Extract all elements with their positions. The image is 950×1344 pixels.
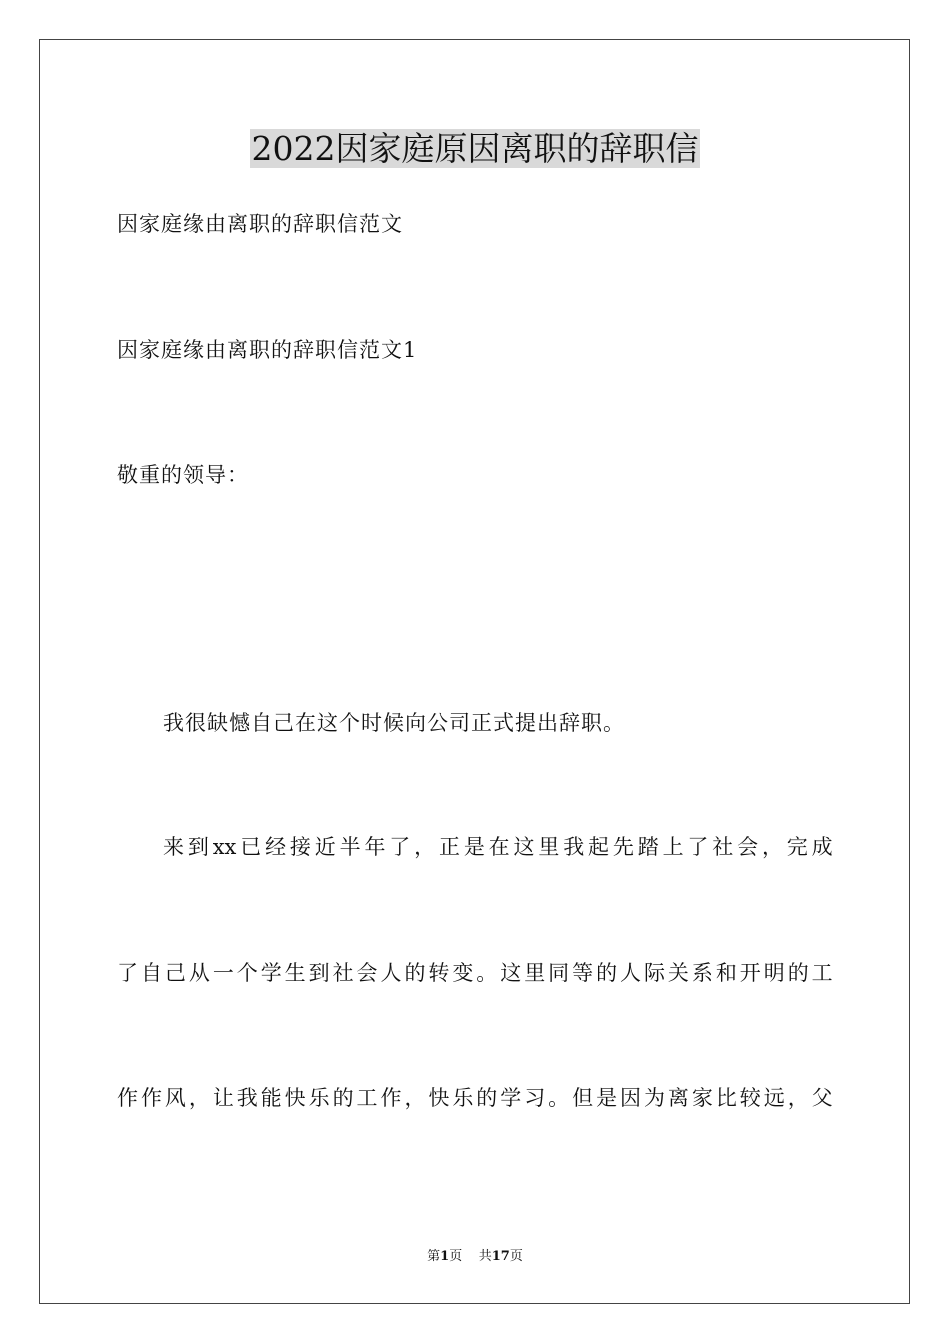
glyph: 里 [538, 835, 560, 859]
glyph: 系 [691, 961, 713, 985]
footer-total-suffix: 页 [509, 1249, 523, 1264]
glyph: 从 [188, 961, 210, 985]
glyph: 让 [212, 1086, 234, 1110]
glyph: 同 [548, 961, 570, 985]
glyph: 学 [500, 1086, 522, 1110]
glyph: 经 [265, 835, 287, 859]
glyph: 的 [476, 1086, 498, 1110]
glyph: 我 [236, 1086, 258, 1110]
section-heading: 因家庭缘由离职的辞职信范文1 [117, 338, 418, 362]
glyph: 一 [212, 961, 234, 985]
glyph: 我 [563, 835, 585, 859]
footer-page-number: 1 [440, 1249, 450, 1264]
glyph: 是 [596, 1086, 618, 1110]
glyph: 半 [339, 835, 361, 859]
footer-page-prefix: 第 [427, 1249, 441, 1264]
glyph: 的 [404, 961, 426, 985]
glyph: 较 [739, 1086, 761, 1110]
glyph: 家 [691, 1086, 713, 1110]
glyph: 生 [284, 961, 306, 985]
glyph: 来 [163, 835, 184, 859]
glyph: ， [188, 1086, 210, 1110]
glyph: 到 [308, 961, 330, 985]
glyph: 近 [314, 835, 336, 859]
glyph: xx [212, 835, 237, 859]
footer-page-suffix: 页 [449, 1249, 463, 1264]
glyph: ， [404, 1086, 426, 1110]
glyph: 乐 [308, 1086, 330, 1110]
glyph: 远 [763, 1086, 785, 1110]
glyph: 离 [667, 1086, 689, 1110]
glyph: 父 [811, 1086, 833, 1110]
footer-total-pages: 17 [491, 1249, 510, 1264]
glyph: 会 [737, 835, 759, 859]
glyph: 为 [643, 1086, 665, 1110]
glyph: 的 [596, 961, 618, 985]
glyph: 在 [488, 835, 510, 859]
glyph: 风 [164, 1086, 186, 1110]
glyph: 到 [187, 835, 209, 859]
salutation: 敬重的领导： [117, 463, 249, 487]
glyph: ， [761, 835, 783, 859]
glyph: 等 [572, 961, 594, 985]
glyph: 完 [786, 835, 808, 859]
glyph: 开 [739, 961, 761, 985]
document-title-text: 2022因家庭原因离职的辞职信 [251, 129, 699, 168]
glyph: 这 [500, 961, 522, 985]
glyph: 工 [356, 1086, 378, 1110]
paragraph-2-line-3 [117, 1083, 833, 1113]
glyph: 际 [643, 961, 665, 985]
glyph: 习 [524, 1086, 546, 1110]
glyph: 乐 [452, 1086, 474, 1110]
glyph: 因 [620, 1086, 642, 1110]
glyph: 个 [236, 961, 258, 985]
paragraph-2-line-2 [117, 958, 833, 988]
glyph: 上 [662, 835, 684, 859]
glyph: 接 [289, 835, 311, 859]
glyph: 人 [620, 961, 642, 985]
glyph: 作 [140, 1086, 162, 1110]
paragraph-1: 我很缺憾自己在这个时候向公司正式提出辞职。 [163, 711, 625, 735]
glyph: 能 [260, 1086, 282, 1110]
glyph: 己 [164, 961, 186, 985]
glyph: 了 [389, 835, 411, 859]
glyph: 作 [380, 1086, 402, 1110]
glyph: 作 [117, 1086, 138, 1110]
glyph: 社 [332, 961, 354, 985]
glyph: 这 [513, 835, 535, 859]
glyph: 成 [811, 835, 833, 859]
glyph: ， [414, 835, 436, 859]
glyph: 和 [715, 961, 737, 985]
paragraph-2-line-1 [163, 832, 833, 862]
glyph: 快 [284, 1086, 306, 1110]
glyph: 的 [332, 1086, 354, 1110]
subtitle: 因家庭缘由离职的辞职信范文 [117, 212, 403, 236]
glyph: 里 [524, 961, 546, 985]
glyph: 了 [117, 961, 138, 985]
glyph: 正 [438, 835, 460, 859]
glyph: 转 [428, 961, 450, 985]
page-footer [0, 1248, 950, 1266]
glyph: 人 [380, 961, 402, 985]
glyph: 先 [612, 835, 634, 859]
glyph: 比 [715, 1086, 737, 1110]
glyph: 关 [667, 961, 689, 985]
glyph: 的 [787, 961, 809, 985]
glyph: 变 [452, 961, 474, 985]
glyph: 已 [240, 835, 262, 859]
glyph: 。 [476, 961, 498, 985]
glyph: 年 [364, 835, 386, 859]
glyph: 起 [588, 835, 610, 859]
glyph: 了 [687, 835, 709, 859]
glyph: 会 [356, 961, 378, 985]
glyph: 社 [712, 835, 734, 859]
glyph: ， [787, 1086, 809, 1110]
glyph: 学 [260, 961, 282, 985]
glyph: 踏 [637, 835, 659, 859]
glyph: 明 [763, 961, 785, 985]
glyph: 快 [428, 1086, 450, 1110]
glyph: 自 [140, 961, 162, 985]
glyph: 。 [548, 1086, 570, 1110]
footer-total-prefix: 共 [478, 1249, 492, 1264]
glyph: 是 [463, 835, 485, 859]
document-title [0, 126, 950, 172]
glyph: 工 [811, 961, 833, 985]
glyph: 但 [572, 1086, 594, 1110]
